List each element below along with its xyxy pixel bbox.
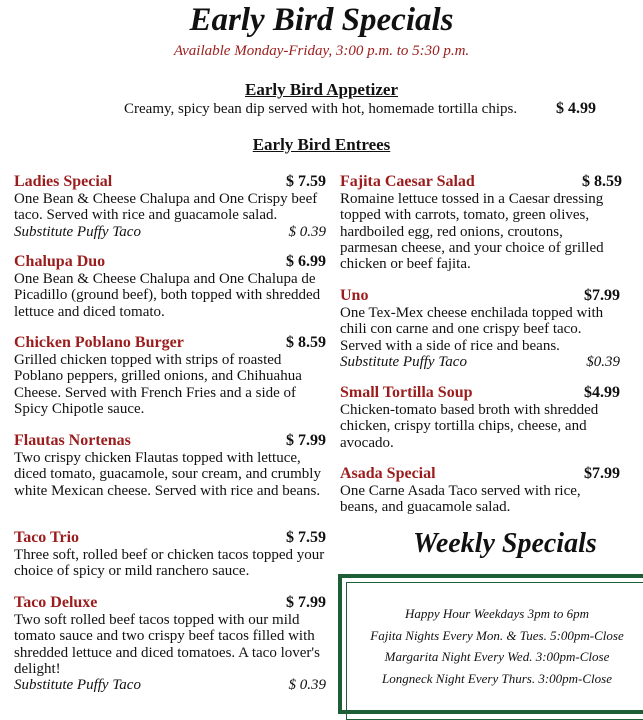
item-substitute <box>14 224 326 240</box>
item-price: $4.99 <box>584 384 620 401</box>
item-price: $7.99 <box>584 287 620 304</box>
item-name: Small Tortilla Soup <box>340 384 473 401</box>
item-name: Taco Deluxe <box>14 594 98 611</box>
substitute-price: $0.39 <box>586 353 620 370</box>
item-description: Three soft, rolled beef or chicken tacos topped your choice of spicy or mild ranchero sauce. <box>14 547 325 580</box>
menu-item <box>340 287 620 370</box>
item-price: $ 6.99 <box>286 253 326 270</box>
appetizer-description: Creamy, spicy bean dip served with hot, homemade tortilla chips. <box>124 101 518 117</box>
item-name: Uno <box>340 287 369 304</box>
item-price: $7.99 <box>584 465 620 482</box>
weekly-special-line: Happy Hour Weekdays 3pm to 6pm <box>404 606 590 621</box>
appetizer-price: $ 4.99 <box>556 100 596 117</box>
substitute-price: $ 0.39 <box>288 677 326 694</box>
menu-item <box>14 253 326 320</box>
item-price: $ 7.59 <box>286 173 326 190</box>
item-substitute <box>14 677 326 693</box>
menu-item <box>340 465 620 516</box>
substitute-label: Substitute Puffy Taco <box>340 353 467 370</box>
item-name: Ladies Special <box>14 173 113 190</box>
entrees-heading: Early Bird Entrees <box>252 135 391 154</box>
item-name: Fajita Caesar Salad <box>340 173 475 190</box>
item-description: Two crispy chicken Flautas topped with lettuce, diced tomato, guacamole, sour cream, and crumbly white Mexican cheese. Served with rice and beans. <box>14 450 321 499</box>
item-price: $ 8.59 <box>582 173 622 190</box>
menu-item <box>14 432 326 499</box>
weekly-special-line: Longneck Night Every Thurs. 3:00pm-Close <box>381 670 612 686</box>
item-description: One Carne Asada Taco served with rice, beans, and guacamole salad. <box>340 483 581 516</box>
weekly-special-line: Fajita Nights Every Mon. & Tues. 5:00pm-Close <box>370 627 624 643</box>
availability-text: Available Monday-Friday, 3:00 p.m. to 5:30 p.m. <box>173 43 470 59</box>
weekly-specials-box <box>338 574 643 714</box>
item-price: $ 7.99 <box>286 432 326 449</box>
item-name: Asada Special <box>340 465 436 482</box>
item-description: One Bean & Cheese Chalupa and One Chalupa de Picadillo (ground beef), both topped with shredded lettuce and diced tomato. <box>14 271 321 320</box>
item-name: Chalupa Duo <box>14 253 106 270</box>
menu-item <box>14 334 326 417</box>
item-description: Romaine lettuce tossed in a Caesar dressing topped with carrots, tomato, green olives, hardboiled egg, red onions, croutons, parmesan cheese, and your choice of grilled chicken or beef fajita. <box>340 191 604 273</box>
item-name: Chicken Poblano Burger <box>14 334 184 351</box>
menu-item <box>340 384 620 451</box>
substitute-price: $ 0.39 <box>288 223 326 240</box>
item-description: Grilled chicken topped with strips of roasted Poblano peppers, grilled onions, and Chihuahua Cheese. Served with French Fries and a side of Spicy Chipotle sauce. <box>14 352 302 417</box>
item-price: $ 7.59 <box>286 529 326 546</box>
item-name: Taco Trio <box>14 529 80 546</box>
weekly-specials-list <box>342 603 643 689</box>
item-name: Flautas Nortenas <box>14 432 131 449</box>
substitute-label: Substitute Puffy Taco <box>14 677 141 694</box>
appetizer-heading: Early Bird Appetizer <box>245 80 398 99</box>
weekly-specials-title: Weekly Specials <box>413 528 597 559</box>
item-price: $ 8.59 <box>286 334 326 351</box>
substitute-label: Substitute Puffy Taco <box>14 223 141 240</box>
item-description: One Tex-Mex cheese enchilada topped with chili con carne and one crispy beef taco. Served with a side of rice and beans. <box>340 305 604 354</box>
item-description: One Bean & Cheese Chalupa and One Crispy beef taco. Served with rice and guacamole salad. <box>14 191 318 224</box>
item-substitute <box>340 354 620 370</box>
menu-item <box>14 594 326 693</box>
menu-item <box>14 173 326 240</box>
menu-title: Early Bird Specials <box>189 2 454 38</box>
item-price: $ 7.99 <box>286 594 326 611</box>
weekly-special-line: Margarita Night Every Wed. 3:00pm-Close <box>384 649 610 664</box>
item-description: Two soft rolled beef tacos topped with our mild tomato sauce and two crispy beef tacos filled with shredded lettuce and diced tomatoes. A taco lover's delight! <box>14 612 320 677</box>
menu-item <box>14 529 326 580</box>
menu-item <box>340 173 622 272</box>
item-description: Chicken-tomato based broth with shredded chicken, crispy tortilla chips, cheese, and avocado. <box>340 402 599 451</box>
